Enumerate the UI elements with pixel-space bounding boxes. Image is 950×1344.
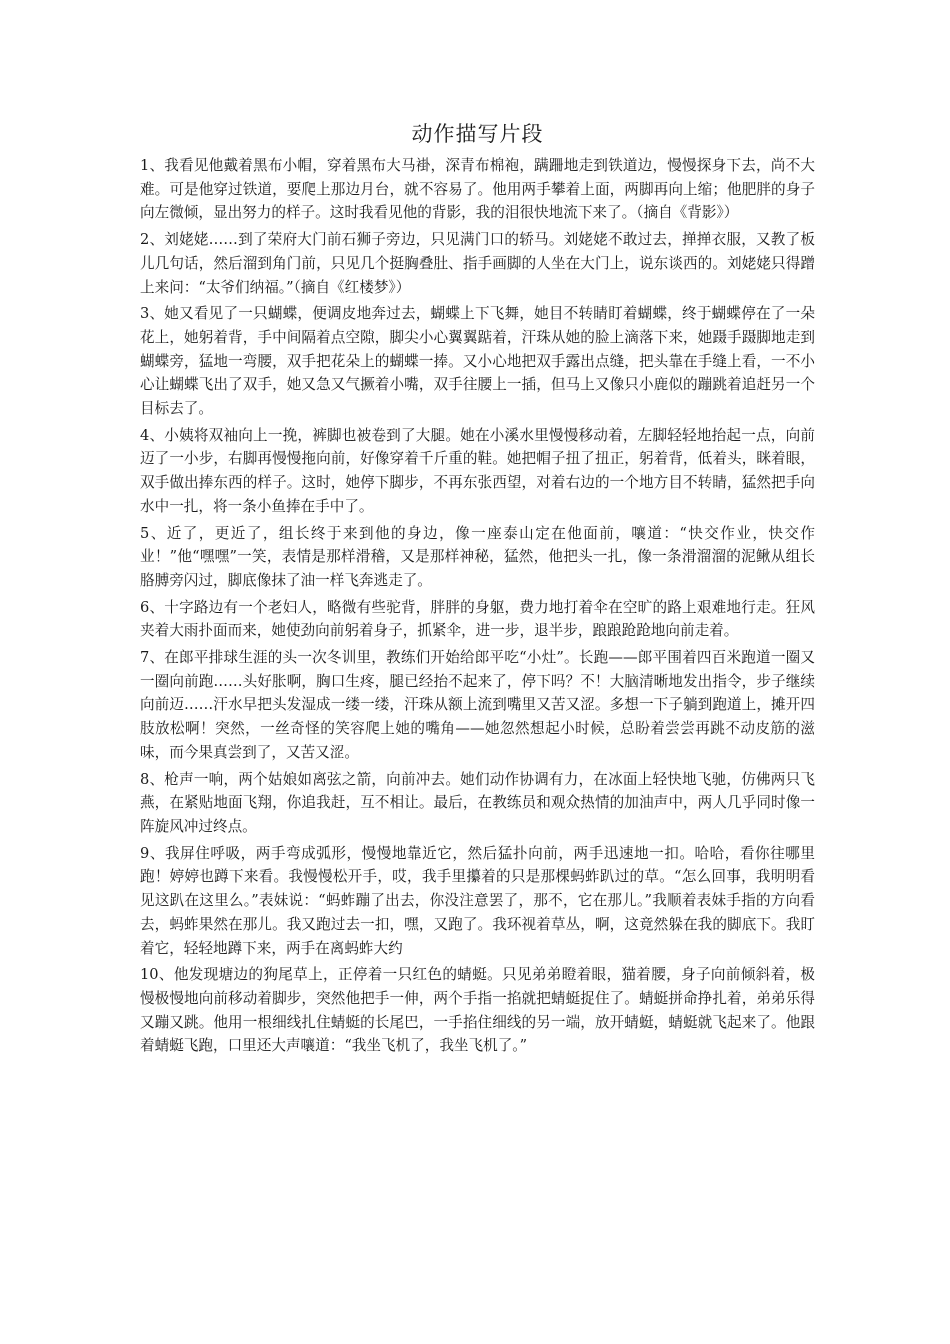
document-page	[140, 118, 815, 1061]
paragraph-1: 1、我看见他戴着黑布小帽，穿着黑布大马褂，深青布棉袍，蹒跚地走到铁道边，慢慢探身下去，尚不大难。可是他穿过铁道，要爬上那边月台，就不容易了。他用两手攀着上面，两脚再向上缩；他肥胖的身子向左微倾，显出努力的样子。这时我看见他的背影，我的泪很快地流下来了。（摘自《背影》）	[140, 157, 815, 222]
paragraph-2: 2、刘姥姥……到了荣府大门前石狮子旁边，只见满门口的轿马。刘姥姥不敢过去，掸掸衣服，又教了板儿几句话，然后溜到角门前，只见几个挺胸叠肚、指手画脚的人坐在大门上，说东谈西的。刘姥姥只得蹭上来问：“太爷们纳福。”（摘自《红楼梦》）	[140, 231, 815, 296]
document-title: 动作描写片段	[411, 122, 544, 146]
paragraph-5: 5、近了，更近了，组长终于来到他的身边，像一座泰山定在他面前，嚷道：“快交作业，快交作业！”他“嘿嘿”一笑，表情是那样滑稽，又是那样神秘，猛然，他把头一扎，像一条滑溜溜的泥鳅从组长胳膊旁闪过，脚底像抹了油一样飞奔逃走了。	[140, 524, 815, 589]
paragraph-9: 9、我屏住呼吸，两手弯成弧形，慢慢地靠近它，然后猛扑向前，两手迅速地一扣。哈哈，看你往哪里跑！婷婷也蹲下来看。我慢慢松开手，哎，我手里攥着的只是那棵蚂蚱趴过的草。“怎么回事，我明明看见这趴在这里么。”表妹说：“蚂蚱蹦了出去，你没注意罢了，那不，它在那儿。”我顺着表妹手指的方向看去，蚂蚱果然在那儿。我又跑过去一扣，嘿，又跑了。我环视着草丛，啊，这竟然躲在我的脚底下。我盯着它，轻轻地蹲下来，两手在离蚂蚱大约	[140, 844, 815, 957]
paragraph-7: 7、在郎平排球生涯的头一次冬训里，教练们开始给郎平吃“小灶”。长跑——郎平围着四百米跑道一圈又一圈向前跑……头好胀啊，胸口生疼，腿已经抬不起来了，停下吗？不！大脑清晰地发出指令，步子继续向前迈……汗水早把头发湿成一缕一缕，汗珠从额上流到嘴里又苦又涩。多想一下子躺到跑道上，摊开四肢放松啊！突然，一丝奇怪的笑容爬上她的嘴角——她忽然想起小时候，总盼着尝尝再跳不动皮筋的滋味，而今果真尝到了，又苦又涩。	[140, 649, 815, 761]
paragraph-10: 10、他发现塘边的狗尾草上，正停着一只红色的蜻蜓。只见弟弟瞪着眼，猫着腰，身子向前倾斜着，极慢极慢地向前移动着脚步，突然他把手一伸，两个手指一掐就把蜻蜓捉住了。蜻蜓拼命挣扎着，弟弟乐得又蹦又跳。他用一根细线扎住蜻蜓的长尾巴，一手掐住细线的另一端，放开蜻蜓，蜻蜓就飞起来了。他跟着蜻蜓飞跑，口里还大声嚷道：“我坐飞机了，我坐飞机了。”	[140, 966, 815, 1055]
paragraph-8: 8、枪声一响，两个姑娘如离弦之箭，向前冲去。她们动作协调有力，在冰面上轻快地飞驰，仿佛两只飞燕，在紧贴地面飞翔，你追我赶，互不相让。最后，在教练员和观众热情的加油声中，两人几乎同时像一阵旋风冲过终点。	[140, 770, 815, 835]
paragraph-6: 6、十字路边有一个老妇人，略微有些驼背，胖胖的身躯，费力地打着伞在空旷的路上艰难地行走。狂风夹着大雨扑面而来，她使劲向前躬着身子，抓紧伞，进一步，退半步，踉踉跄跄地向前走着。	[140, 598, 815, 640]
paragraph-3: 3、她又看见了一只蝴蝶，便调皮地奔过去，蝴蝶上下飞舞，她目不转睛盯着蝴蝶，终于蝴蝶停在了一朵花上，她躬着背，手中间隔着点空隙，脚尖小心翼翼踮着，汗珠从她的脸上滴落下来，她蹑手蹑脚地走到蝴蝶旁，猛地一弯腰，双手把花朵上的蝴蝶一捧。又小心地把双手露出点缝，把头靠在手缝上看，一不小心让蝴蝶飞出了双手，她又急又气撅着小嘴，双手往腰上一插，但马上又像只小鹿似的蹦跳着追赶另一个目标去了。	[140, 305, 815, 418]
paragraph-4: 4、小姨将双袖向上一挽，裤脚也被卷到了大腿。她在小溪水里慢慢移动着，左脚轻轻地抬起一点，向前迈了一小步，右脚再慢慢拖向前，好像穿着千斤重的鞋。她把帽子扭了扭正，躬着背，低着头，眯着眼，双手做出捧东西的样子。这时，她停下脚步，不再东张西望，对着右边的一个地方目不转睛，猛然把手向水中一扎，将一条小鱼捧在手中了。	[140, 426, 815, 515]
